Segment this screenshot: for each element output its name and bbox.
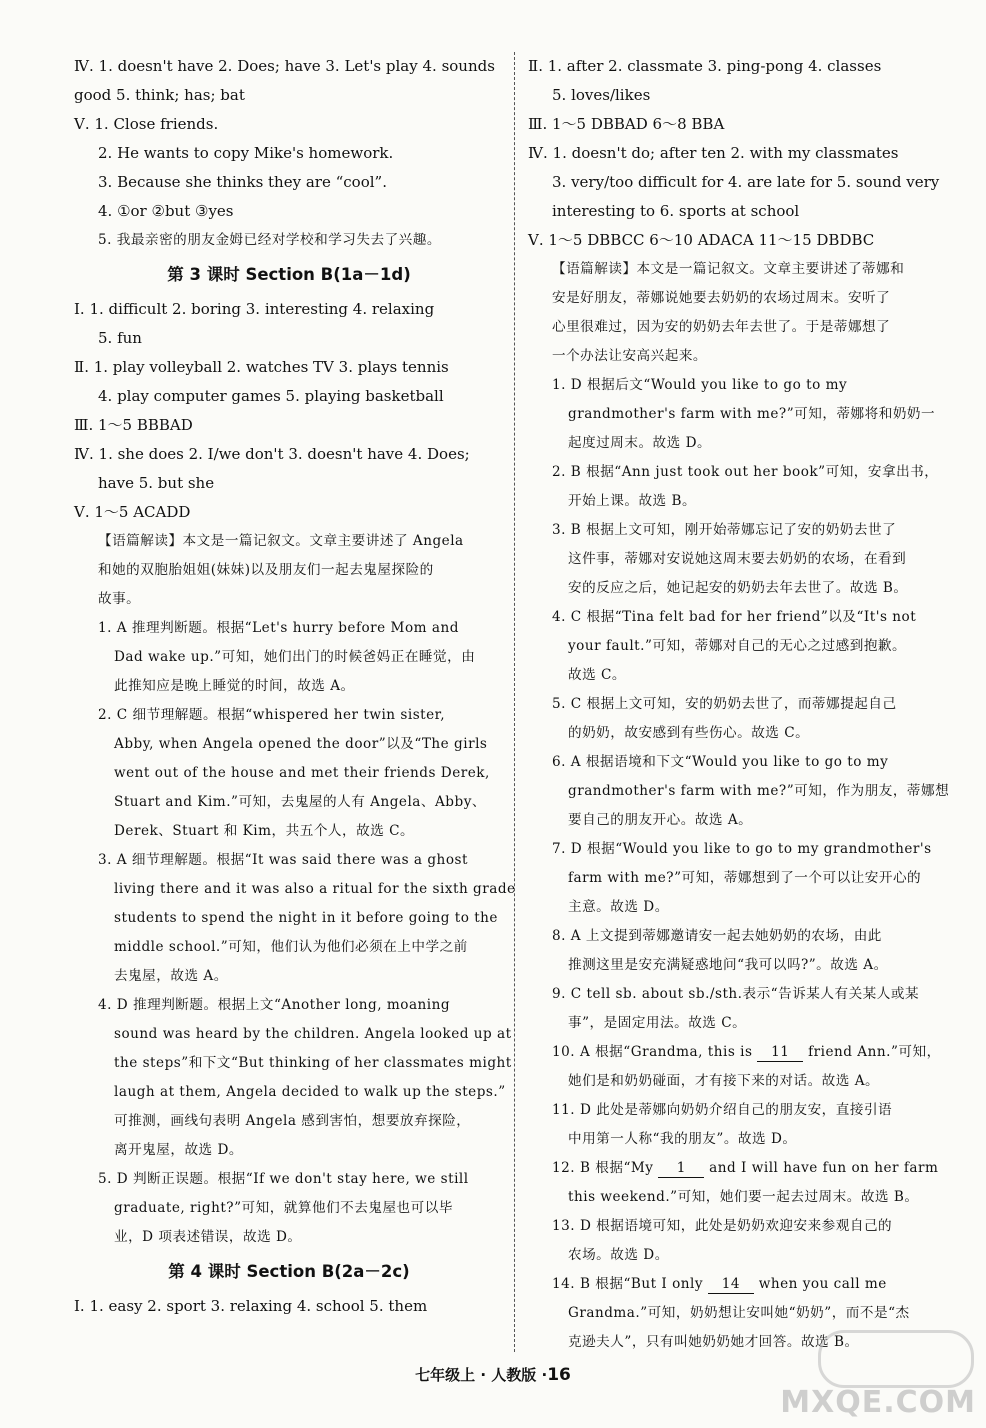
text-line: 3. very/too difficult for 4. are late for 5. sound very bbox=[552, 173, 940, 191]
column-divider bbox=[514, 52, 515, 1352]
text-line: 5. loves/likes bbox=[552, 86, 651, 104]
text-line: 故选 C。 bbox=[568, 667, 627, 683]
text-line: 12. B 根据“My 1 and I will have fun on her farm bbox=[552, 1160, 939, 1176]
watermark-logo-icon bbox=[818, 1330, 974, 1388]
text-line: 一个办法让安高兴起来。 bbox=[552, 348, 708, 364]
text-line: Ⅳ. 1. doesn't do; after ten 2. with my classmates bbox=[528, 144, 899, 162]
text-line: 克逊夫人”，只有叫她奶奶她才回答。故选 B。 bbox=[568, 1334, 859, 1350]
text-line: 4. ①or ②but ③yes bbox=[98, 202, 234, 220]
left-column bbox=[74, 52, 516, 1321]
text-line: 4. play computer games 5. playing basketball bbox=[98, 387, 444, 405]
text-line: 事”，是固定用法。故选 C。 bbox=[568, 1015, 747, 1031]
text-line: 7. D 根据“Would you like to go to my grandmother's bbox=[552, 841, 932, 857]
text-line: 3. B 根据上文可知，刚开始蒂娜忘记了安的奶奶去世了 bbox=[552, 522, 897, 538]
text-line: 中用第一人称“我的朋友”。故选 D。 bbox=[568, 1131, 797, 1147]
text-line: 业，D 项表述错误，故选 D。 bbox=[114, 1229, 302, 1245]
text-line: 6. A 根据语境和下文“Would you like to go to my bbox=[552, 754, 889, 770]
page-number: 16 bbox=[547, 1365, 571, 1385]
text-line: 去鬼屋，故选 A。 bbox=[114, 968, 228, 984]
right-column bbox=[528, 52, 956, 1357]
text-line: 13. D 根据语境可知，此处是奶奶欢迎安来参观自己的 bbox=[552, 1218, 893, 1234]
text-line: Ⅴ. 1. Close friends. bbox=[74, 115, 219, 133]
text-line: 10. A 根据“Grandma, this is 11 friend Ann.”可知， bbox=[552, 1044, 941, 1060]
text-line: 2. He wants to copy Mike's homework. bbox=[98, 144, 394, 162]
answer-blank: 11 bbox=[757, 1043, 803, 1062]
text-line: sound was heard by the children. Angela looked up at bbox=[114, 1026, 512, 1042]
text-line: middle school.”可知，他们认为他们必须在上中学之前 bbox=[114, 939, 468, 955]
text-line: 心里很难过，因为安的奶奶去年去世了。于是蒂娜想了 bbox=[552, 319, 891, 335]
text-line: 安的反应之后，她记起安的奶奶去年去世了。故选 B。 bbox=[568, 580, 908, 596]
text-line: 1. D 根据后文“Would you like to go to my bbox=[552, 377, 848, 393]
text-line: 5. 我最亲密的朋友金姆已经对学校和学习失去了兴趣。 bbox=[98, 232, 441, 248]
text-line: 1. A 推理判断题。根据“Let's hurry before Mom and bbox=[98, 620, 459, 636]
text-line: Ⅱ. 1. after 2. classmate 3. ping-pong 4. classes bbox=[528, 57, 882, 75]
text-line: 2. B 根据“Ann just took out her book”可知，安拿出书， bbox=[552, 464, 939, 480]
text-line: your fault.”可知，蒂娜对自己的无心之过感到抱歉。 bbox=[568, 638, 907, 654]
text-line: Derek、Stuart 和 Kim，共五个人，故选 C。 bbox=[114, 823, 415, 839]
text-line: laugh at them, Angela decided to walk up the steps.” bbox=[114, 1084, 506, 1100]
text-line: have 5. but she bbox=[98, 474, 215, 492]
text-line: 5. C 根据上文可知，安的奶奶去世了，而蒂娜提起自己 bbox=[552, 696, 897, 712]
text-line: 2. C 细节理解题。根据“whispered her twin sister, bbox=[98, 707, 446, 723]
text-line: 推测这里是安充满疑惑地问“我可以吗?”。故选 A。 bbox=[568, 957, 888, 973]
answer-blank: 14 bbox=[708, 1275, 754, 1294]
text-line: Ⅲ. 1～5 BBBAD bbox=[74, 416, 193, 434]
text-line: this weekend.”可知，她们要一起去过周末。故选 B。 bbox=[568, 1189, 919, 1205]
text-line: 安是好朋友，蒂娜说她要去奶奶的农场过周末。安听了 bbox=[552, 290, 891, 306]
text-line: 3. A 细节理解题。根据“It was said there was a ghost bbox=[98, 852, 468, 868]
text-line: 【语篇解读】本文是一篇记叙文。文章主要讲述了 Angela bbox=[98, 533, 464, 549]
text-line: 开始上课。故选 B。 bbox=[568, 493, 697, 509]
watermark: MXQE.COM bbox=[780, 1385, 976, 1420]
answer-blank: 1 bbox=[658, 1159, 704, 1178]
text-line: 的奶奶，故安感到有些伤心。故选 C。 bbox=[568, 725, 810, 741]
text-line: good 5. think; has; bat bbox=[74, 86, 245, 104]
text-line: 离开鬼屋，故选 D。 bbox=[114, 1142, 243, 1158]
text-line: 主意。故选 D。 bbox=[568, 899, 669, 915]
text-line: Dad wake up.”可知，她们出门的时候爸妈正在睡觉，由 bbox=[114, 649, 476, 665]
text-line: Ⅲ. 1～5 DBBAD 6～8 BBA bbox=[528, 115, 725, 133]
text-line: 要自己的朋友开心。故选 A。 bbox=[568, 812, 753, 828]
text-line: 5. fun bbox=[98, 329, 142, 347]
text-line: graduate, right?”可知，就算他们不去鬼屋也可以毕 bbox=[114, 1200, 453, 1216]
text-line: living there and it was also a ritual for the sixth grade bbox=[114, 881, 516, 897]
text-line: 8. A 上文提到蒂娜邀请安一起去她奶奶的农场，由此 bbox=[552, 928, 882, 944]
text-line: 【语篇解读】本文是一篇记叙文。文章主要讲述了蒂娜和 bbox=[552, 261, 905, 277]
text-line: 14. B 根据“But I only 14 when you call me bbox=[552, 1276, 887, 1292]
footer-text: 七年级上 · 人教版 · bbox=[415, 1366, 548, 1384]
text-line: grandmother's farm with me?”可知，蒂娜将和奶奶一 bbox=[568, 406, 936, 422]
text-line: 她们是和奶奶碰面，才有接下来的对话。故选 A。 bbox=[568, 1073, 880, 1089]
section-heading: 第 4 课时 Section B(2a－2c) bbox=[168, 1262, 410, 1281]
text-line: 11. D 此处是蒂娜向奶奶介绍自己的朋友安，直接引语 bbox=[552, 1102, 893, 1118]
text-line: students to spend the night in it before going to the bbox=[114, 910, 498, 926]
text-line: 和她的双胞胎姐姐(妹妹)以及朋友们一起去鬼屋探险的 bbox=[98, 562, 434, 578]
text-line: grandmother's farm with me?”可知，作为朋友，蒂娜想 bbox=[568, 783, 950, 799]
text-line: Ⅱ. 1. play volleyball 2. watches TV 3. plays tennis bbox=[74, 358, 449, 376]
text-line: the steps”和下文“But thinking of her classmates might bbox=[114, 1055, 512, 1071]
text-line: 此推知应是晚上睡觉的时间，故选 A。 bbox=[114, 678, 355, 694]
text-line: Ⅰ. 1. difficult 2. boring 3. interesting 4. relaxing bbox=[74, 300, 435, 318]
text-line: 5. D 判断正误题。根据“If we don't stay here, we still bbox=[98, 1171, 469, 1187]
text-line: Ⅳ. 1. she does 2. I/we don't 3. doesn't have 4. Does; bbox=[74, 445, 470, 463]
text-line: Ⅰ. 1. easy 2. sport 3. relaxing 4. school 5. them bbox=[74, 1297, 428, 1315]
text-line: Ⅴ. 1～5 DBBCC 6～10 ADACA 11～15 DBDBC bbox=[528, 231, 875, 249]
text-line: 这件事，蒂娜对安说她这周末要去奶奶的农场，在看到 bbox=[568, 551, 907, 567]
text-line: farm with me?”可知，蒂娜想到了一个可以让安开心的 bbox=[568, 870, 922, 886]
text-line: 4. C 根据“Tina felt bad for her friend”以及“It's not bbox=[552, 609, 917, 625]
text-line: Ⅴ. 1～5 ACADD bbox=[74, 503, 191, 521]
text-line: interesting to 6. sports at school bbox=[552, 202, 800, 220]
text-line: 3. Because she thinks they are “cool”. bbox=[98, 173, 387, 191]
text-line: Stuart and Kim.”可知，去鬼屋的人有 Angela、Abby、 bbox=[114, 794, 486, 810]
section-heading: 第 3 课时 Section B(1a－1d) bbox=[167, 265, 411, 284]
text-line: 9. C tell sb. about sb./sth.表示“告诉某人有关某人或某 bbox=[552, 986, 920, 1002]
text-line: Abby, when Angela opened the door”以及“The girls bbox=[114, 736, 488, 752]
text-line: Grandma.”可知，奶奶想让安叫她“奶奶”，而不是“杰 bbox=[568, 1305, 910, 1321]
text-line: went out of the house and met their friends Derek, bbox=[114, 765, 490, 781]
text-line: 可推测，画线句表明 Angela 感到害怕，想要放弃探险， bbox=[114, 1113, 471, 1129]
text-line: 起度过周末。故选 D。 bbox=[568, 435, 712, 451]
text-line: 故事。 bbox=[98, 591, 141, 607]
text-line: 4. D 推理判断题。根据上文“Another long, moaning bbox=[98, 997, 451, 1013]
text-line: Ⅳ. 1. doesn't have 2. Does; have 3. Let's play 4. sounds bbox=[74, 57, 495, 75]
text-line: 农场。故选 D。 bbox=[568, 1247, 669, 1263]
